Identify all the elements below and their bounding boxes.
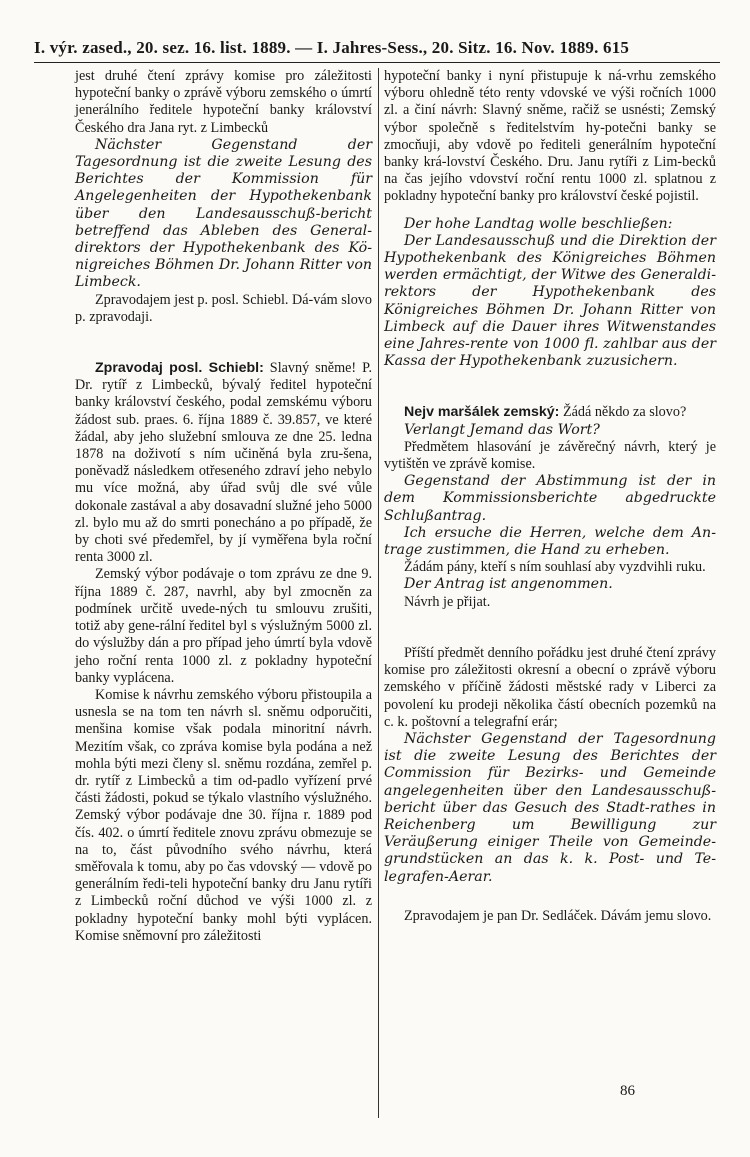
paragraph-german: Ich ersuche die Herren, welche dem An-trage zustimmen, die Hand zu erheben. <box>384 524 716 559</box>
speech-text: Slavný sněme! P. Dr. rytíř z Limbecků, bývalý ředitel hypoteční banky království českého, podal zemskému výboru žádost sub. praes. 6. října 1889 č. 39.857, ve které žádal, aby jeho služební smlouva ze dne 25. ledna 1878 na doživotí s ním učiněná byla zru-šena, poněvadž následkem otřeseného zdraví jeho nebylo mu více možná, aby úřad svůj dle své vůle dokonale zastával a aby dosavadní služné jeho 5000 zl. bylo mu až do smrti ponecháno a po případě, že by choti své předemřel, by jí vyměřena byla roční renta 3000 zl. <box>75 360 372 566</box>
page-number: 86 <box>620 1083 635 1099</box>
paragraph: Zpravodajem je pan Dr. Sedláček. Dávám jemu slovo. <box>404 907 712 924</box>
paragraph: Zpravodajem jest p. posl. Schiebl. Dá-vám slovo p. zpravodaji. <box>75 291 372 325</box>
paragraph: hypoteční banky i nyní přistupuje k ná-vrhu zemského výboru ohledně této renty vdovské ve výši ročních 1000 zl. a činí návrh: Slavný sněme, račiž se usnésti; Zemský výbor společně s ředitelstvím hy-potečni banky se zmocňuji, aby vdově po řediteli generálním hypoteční banky krá-lovství Českého. Dru. Janu rytíři z Lim-becků na čas jejího vdovství roční rentu 1000 zl. splatnou z pokladny hypoteční banky pro království české pojistil. <box>384 68 716 205</box>
paragraph-german: Nächster Gegenstand der Tagesordnung ist die zweite Lesung des Berichtes der Kommission für Angelegenheiten der Hypothekenbank über den Landesausschuß-bericht betreffend das Ableben des General-direktors der Hypothekenbank des Kö-nigreiches Böhmen Dr. Johann Ritter von Limbeck. <box>75 136 372 291</box>
paragraph: Návrh je přijat. <box>404 593 491 610</box>
paragraph-german: Der Antrag ist angenommen. <box>404 576 613 593</box>
page-header: I. výr. zased., 20. sez. 16. list. 1889. — I. Jahres-Sess., 20. Sitz. 16. Nov. 1889. 615 <box>34 38 630 57</box>
speech-text: Žádá někdo za slovo? <box>559 404 687 421</box>
paragraph-german: Nächster Gegenstand der Tagesordnung ist die zweite Lesung des Berichtes der Commission für Bezirks- und Gemeinde angelegenheiten über den Landesausschuß-bericht über das Gesuch des Stadt-rathes in Reichenberg um Bewilligung zur Veräußerung einiger Theile von Gemeinde-grundstücken an das k. k. Post- und Te-legrafen-Aerar. <box>384 730 716 885</box>
paragraph: jest druhé čtení zprávy komise pro záležitosti hypoteční banky o zprávě výboru zemského o úmrtí jenerálního ředitele hypoteční banky království Českého dra Jana ryt. z Limbecků <box>75 68 372 136</box>
paragraph: Příští předmět denního pořádku jest druhé čtení zprávy komise pro záležitosti okresní a obecní o zprávě výboru zemského v příčině žádosti městské rady v Liberci za povolení ku prodeji několika částí obecních pozemků na c. k. poštovní a telegrafní erár; <box>384 644 716 730</box>
left-column <box>75 68 372 1117</box>
paragraph-german: Gegenstand der Abstimmung ist der in dem Kommissionsberichte abgedruckte Schlußantrag. <box>384 473 716 524</box>
speaker-label: Nejv maršálek zemský: <box>404 404 560 421</box>
header-rule <box>34 62 720 63</box>
paragraph: Předmětem hlasování je závěrečný návrh, který je vytištěn ve zprávě komise. <box>384 438 716 473</box>
paragraph: Komise k návrhu zemského výboru přistoupila a usnesla se na tom ten návrh sl. sněmu odporučiti, menšina komise však podala minoritní návrh. Mezitím však, co zpráva komise byla podána a než mohla býti mezi členy sl. sněmu rozdána, zemřel p. dr. rytíř z Limbecků a tim od-padlo vyřízení prvé části žádosti, pokud se týkalo vlastního výslužného. Zemský výbor podávaje dne 30. října r. 1889 pod čís. 402. o úmrtí ředitele znovu zprávu obmezuje se na to, část původního svého návrhu, která směřovala k tomu, aby po čas vdovský — vdově po generálním ředi-teli hypoteční banky dru Janu rytíři z Limbecků roční důchod ve výši 1000 zl. z pokladny hypoteční banky mohl býti vyplácen. Komise sněmovní pro záležitosti <box>75 686 372 944</box>
right-column <box>384 68 716 1117</box>
paragraph: Zemský výbor podávaje o tom zprávu ze dne 9. října 1889 č. 287, navrhl, aby byl zmocněn za podmínek určitě uvede-ných tu smlouvu zrušiti, totiž aby gene-rální ředitel byl s výslužným 5000 zl. do výslužby dán a pro případ jeho úmrtí byla vdově jeho roční renta 1000 zl. z pokladny hypoteční banky vyplácena. <box>75 566 372 686</box>
paragraph: Žádám pány, kteří s ním souhlasí aby vyzdvihli ruku. <box>404 559 706 576</box>
column-divider <box>378 68 379 1118</box>
paragraph-german: Der hohe Landtag wolle beschließen: <box>404 215 673 232</box>
speech-paragraph <box>75 360 372 566</box>
paragraph-german: Verlangt Jemand das Wort? <box>404 421 600 438</box>
speaker-label: Zpravodaj posl. Schiebl: <box>95 360 264 377</box>
speech-paragraph <box>384 404 716 421</box>
paragraph-german: Der Landesausschuß und die Direktion der Hypothekenbank des Königreiches Böhmen werden ermächtigt, der Witwe des Generaldi-rektors der Hypothekenbank des Königreiches Böhmen Dr. Johann Ritter von Limbeck auf die Dauer ihres Witwenstandes eine Jahres-rente von 1000 fl. zahlbar aus der Kassa der Hypothekenbank zuzusichern. <box>384 232 716 370</box>
